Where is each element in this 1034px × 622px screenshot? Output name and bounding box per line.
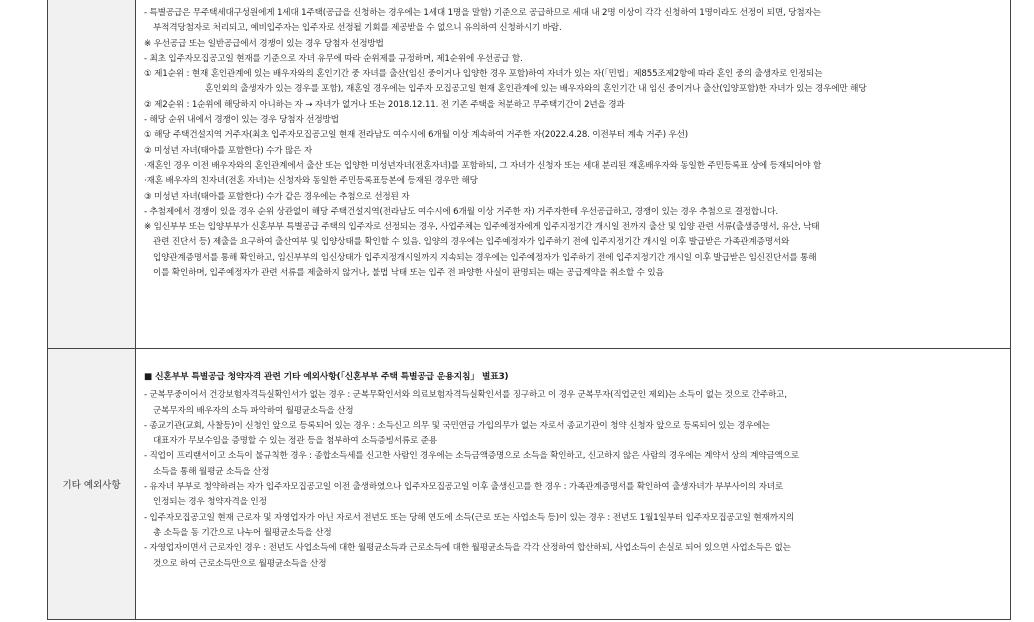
- text-line: 부적격당첨자로 처리되고, 예비입주자는 입주자로 선정될 기회를 제공받을 수 없으니 유의하여 신청하시기 바람.: [153, 23, 562, 34]
- text-line: ·재혼인 경우 이전 배우자와의 혼인관계에서 출산 또는 입양한 미성년자녀(전혼자녀)를 포함하되, 그 자녀가 신청자 또는 세대 분리된 재혼배우자와 동일한 주민등록표 상에 등재되어야 함: [144, 160, 822, 171]
- text-line: - 입주자모집공고일 현재 근로자 및 자영업자가 아닌 자로서 전년도 또는 당해 연도에 소득(근로 또는 사업소득 등)이 있는 경우 : 전년도 1월1일부터 입주자모집공고일 현재까지의: [144, 512, 795, 523]
- text-line: - 종교기관(교회, 사찰등)이 신청인 앞으로 등록되어 있는 경우 : 소득신고 의무 및 국민연금 가입의무가 없는 자로서 종교기관이 청약 신청자 앞으로 등록되어 있는 경우에는: [144, 420, 770, 431]
- text-line: 군복무자의 배우자의 소득 파악하여 월평균소득을 산정: [153, 405, 354, 416]
- row-label: 기타 예외사항: [48, 349, 136, 619]
- section-heading: ■ 신혼부부 특별공급 청약자격 관련 기타 예외사항(「신혼부부 주택 특별공급 운용지침」 별표3): [144, 372, 509, 382]
- row-content: [144, 370, 1004, 572]
- text-line: 관련 진단서 등) 제출을 요구하여 출산여부 및 입양상태를 확인할 수 있음. 입양의 경우에는 입주예정자가 입주하기 전에 입주지정기간 개시일 이후 발급받은 가족관계증명서와: [153, 237, 790, 248]
- text-line: ① 제1순위 : 현재 혼인관계에 있는 배우자와의 혼인기간 중 자녀를 출산(임신 중이거나 입양한 경우 포함)하여 자녀가 있는 자(「민법」제855조제2항에 따라 혼인 중의 출생자로 인정되는: [144, 69, 823, 80]
- text-line: - 유자녀 부부로 청약하려는 자가 입주자모집공고일 이전 출생하였으나 입주자모집공고일 이후 출생신고를 한 경우 : 가족관계증명서를 확인하여 출생자녀가 부부사이의 자녀로: [144, 482, 784, 493]
- text-line: ·재혼 배우자의 친자녀(전혼 자녀)는 신청자와 동일한 주민등록표등본에 등재된 경우만 해당: [144, 176, 478, 187]
- text-line: - 최초 입주자모집공고일 현재를 기준으로 자녀 유무에 따라 순위제를 규정하며, 제1순위에 우선공급 함.: [144, 53, 523, 64]
- text-line: - 직업이 프리랜서이고 소득이 불규칙한 경우 : 종합소득세를 신고한 사람인 경우에는 소득금액증명으로 소득을 확인하고, 신고하지 않은 사람의 경우에는 계약서 상의 계약금액으로: [144, 451, 799, 462]
- text-line: 것으로 하여 근로소득만으로 월평균소득을 산정: [153, 558, 327, 569]
- text-line: ※ 우선공급 또는 일반공급에서 경쟁이 있는 경우 당첨자 선정방법: [144, 38, 384, 49]
- rules-table: [47, 0, 1011, 620]
- row-content: [144, 6, 1004, 281]
- text-line: 대표자가 무보수임을 증명할 수 있는 정관 등을 첨부하여 소득증빙서류로 준용: [153, 436, 438, 447]
- text-line: 이를 확인하며, 입주예정자가 관련 서류를 제출하지 않거나, 불법 낙태 또는 입주 전 파양한 사실이 판명되는 때는 공급계약을 취소할 수 있음: [153, 268, 664, 279]
- text-line: - 추첨제에서 경쟁이 있을 경우 순위 상관없이 해당 주택건설지역(전라남도 여수시에 6개월 이상 거주한 자) 거주자한테 우선공급하고, 경쟁이 있는 경우 추첨으로 결정합니다.: [144, 206, 778, 217]
- text-line: 혼인외의 출생자가 있는 경우를 포함), 재혼일 경우에는 입주자 모집공고일 현재 혼인관계에 있는 배우자와의 혼인기간 내 임신 중이거나 출산(입양포함)한 자녀가 있는 경우에만 해당: [205, 84, 867, 95]
- text-line: - 자영업자이면서 근로자인 경우 : 전년도 사업소득에 대한 월평균소득과 근로소득에 대한 월평균소득을 각각 산정하여 합산하되, 사업소득이 손실로 되어 있으면 사업소득은 없는: [144, 543, 791, 554]
- row-label: [48, 0, 136, 348]
- text-line: 입양관계증명서를 통해 확인하고, 임신부부의 임신상태가 입주지정개시일까지 지속되는 경우에는 입주예정자가 입주하기 전에 입주지정기간 개시일 이후 발급받은 임신진단서를 통해: [153, 252, 817, 263]
- text-line: 인정되는 경우 청약자격을 인정: [153, 497, 267, 508]
- text-line: - 군복무중이어서 건강보험자격득실확인서가 없는 경우 : 군복무확인서와 의료보험자격득실확인서를 징구하고 이 경우 군복무자(직업군인 제외)는 소득이 없는 것으로 간주하고,: [144, 390, 787, 401]
- table-row-other-exceptions: [48, 349, 1010, 619]
- text-line: - 해당 순위 내에서 경쟁이 있는 경우 당첨자 선정방법: [144, 115, 339, 126]
- text-line: - 특별공급은 무주택세대구성원에게 1세대 1주택(공급을 신청하는 경우에는 1세대 1명을 말함) 기준으로 공급하므로 세대 내 2명 이상이 각각 신청하여 1명이라도 선정이 되면, 당첨자는: [144, 8, 821, 18]
- text-line: ※ 임신부부 또는 입양부부가 신혼부부 특별공급 주택의 입주자로 선정되는 경우, 사업주체는 입주예정자에게 입주지정기간 개시일 전까지 출산 및 입양 관련 서류(출생증명서, 유산, 낙태: [144, 222, 820, 233]
- text-line: 소득을 통해 월평균 소득을 산정: [153, 466, 270, 477]
- text-line: 총 소득을 동 기간으로 나누어 월평균소득을 산정: [153, 527, 332, 538]
- text-line: ① 해당 주택건설지역 거주자(최초 입주자모집공고일 현재 전라남도 여수시에 6개월 이상 계속하여 거주한 자(2022.4.28. 이전부터 계속 거주) 우선): [144, 130, 688, 141]
- text-line: ② 미성년 자녀(태아를 포함한다) 수가 많은 자: [144, 145, 313, 156]
- text-line: ③ 미성년 자녀(태아를 포함한다) 수가 같은 경우에는 추첨으로 선정된 자: [144, 191, 410, 202]
- table-row-newlywed-rules: [48, 0, 1010, 349]
- text-line: ② 제2순위 : 1순위에 해당하지 아니하는 자 → 자녀가 없거나 또는 2018.12.11. 전 기존 주택을 처분하고 무주택기간이 2년을 경과: [144, 99, 625, 110]
